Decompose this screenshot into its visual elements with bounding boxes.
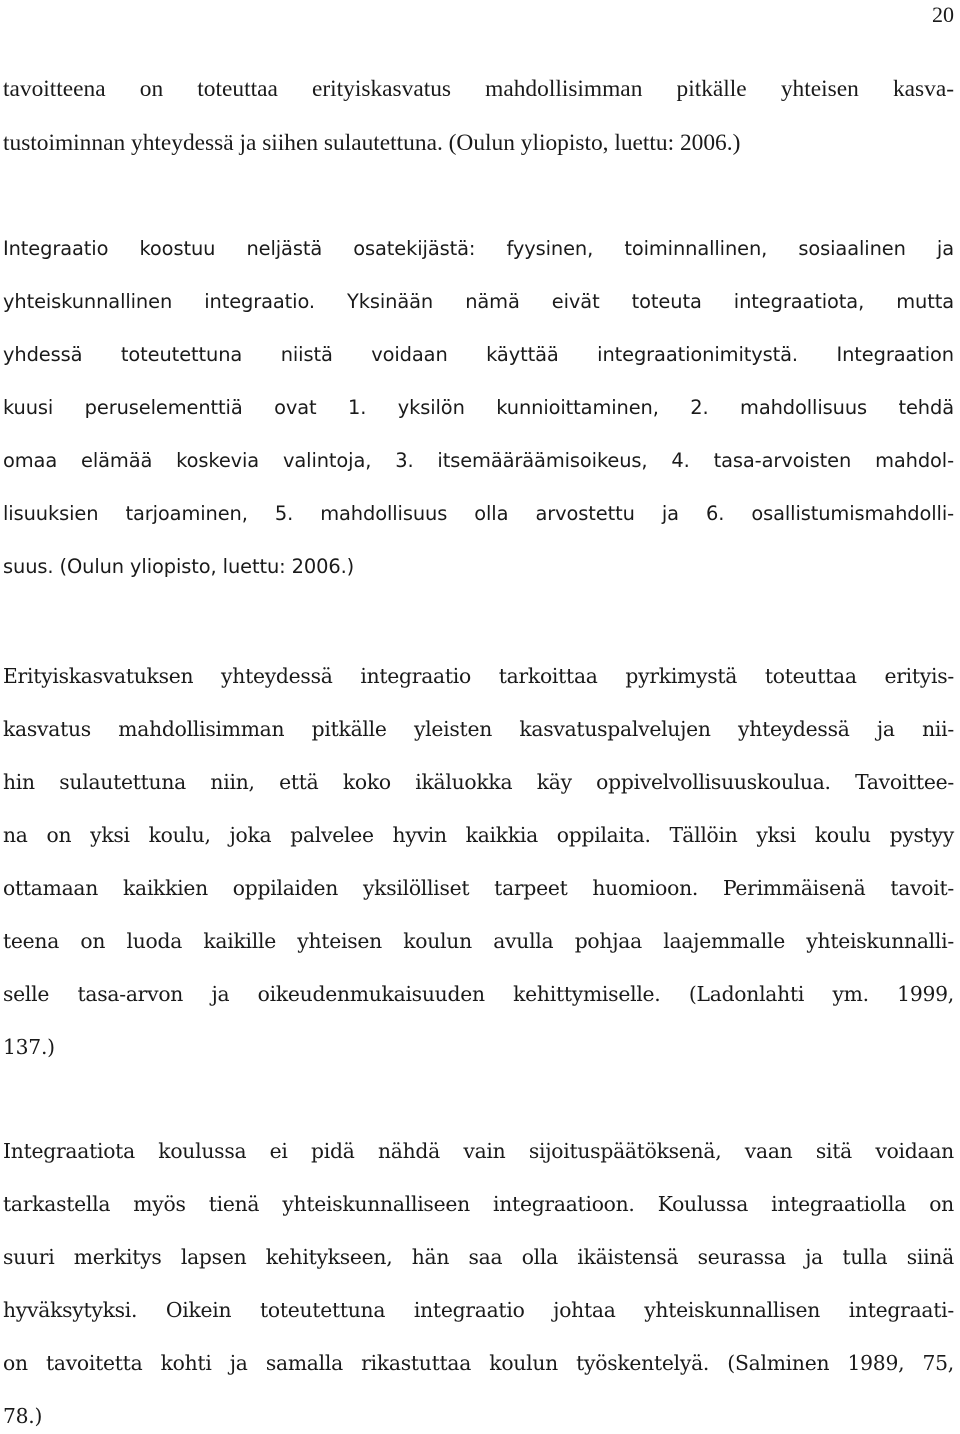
text-line: tustoiminnan yhteydessä ja siihen sulautettuna. (Oulun yliopisto, luettu: 2006.) bbox=[3, 130, 741, 156]
text-line: lisuuksien tarjoaminen, 5. mahdollisuus olla arvostettu ja 6. osallistumismahdolli- bbox=[3, 502, 954, 525]
text-line: 137.) bbox=[3, 1035, 55, 1059]
text-line: tavoitteena on toteuttaa erityiskasvatus mahdollisimman pitkälle yhteisen kasva- bbox=[3, 76, 954, 102]
text-line: teena on luoda kaikille yhteisen koulun avulla pohjaa laajemmalle yhteiskunnalli- bbox=[3, 929, 954, 953]
text-line: Erityiskasvatuksen yhteydessä integraatio tarkoittaa pyrkimystä toteuttaa erityis- bbox=[3, 664, 954, 688]
text-line: kasvatus mahdollisimman pitkälle yleisten kasvatuspalvelujen yhteydessä ja nii- bbox=[3, 717, 954, 741]
text-line: ottamaan kaikkien oppilaiden yksilölliset tarpeet huomioon. Perimmäisenä tavoit- bbox=[3, 876, 954, 900]
text-line: na on yksi koulu, joka palvelee hyvin kaikkia oppilaita. Tällöin yksi koulu pystyy bbox=[3, 823, 954, 847]
text-line: omaa elämää koskevia valintoja, 3. itsemääräämisoikeus, 4. tasa-arvoisten mahdol- bbox=[3, 449, 954, 472]
text-line: hyväksytyksi. Oikein toteutettuna integraatio johtaa yhteiskunnallisen integraati- bbox=[3, 1298, 954, 1322]
text-line: 78.) bbox=[3, 1404, 43, 1428]
text-line: yhteiskunnallinen integraatio. Yksinään nämä eivät toteuta integraatiota, mutta bbox=[3, 290, 954, 313]
page-number: 20 bbox=[932, 2, 954, 27]
text-line: suus. (Oulun yliopisto, luettu: 2006.) bbox=[3, 555, 355, 578]
text-line: kuusi peruselementtiä ovat 1. yksilön kunnioittaminen, 2. mahdollisuus tehdä bbox=[3, 396, 954, 419]
text-line: Integraatio koostuu neljästä osatekijästä: fyysinen, toiminnallinen, sosiaalinen ja bbox=[3, 237, 954, 260]
text-line: selle tasa-arvon ja oikeudenmukaisuuden kehittymiselle. (Ladonlahti ym. 1999, bbox=[3, 982, 954, 1006]
text-line: yhdessä toteutettuna niistä voidaan käyttää integraationimitystä. Integraation bbox=[3, 343, 954, 366]
text-line: on tavoitetta kohti ja samalla rikastuttaa koulun työskentelyä. (Salminen 1989, 75, bbox=[3, 1351, 954, 1375]
text-line: Integraatiota koulussa ei pidä nähdä vain sijoituspäätöksenä, vaan sitä voidaan bbox=[3, 1139, 954, 1163]
text-line: tarkastella myös tienä yhteiskunnalliseen integraatioon. Koulussa integraatiolla on bbox=[3, 1192, 954, 1216]
text-line: suuri merkitys lapsen kehitykseen, hän saa olla ikäistensä seurassa ja tulla siinä bbox=[3, 1245, 954, 1269]
text-line: hin sulautettuna niin, että koko ikäluokka käy oppivelvollisuuskoulua. Tavoittee- bbox=[3, 770, 954, 794]
